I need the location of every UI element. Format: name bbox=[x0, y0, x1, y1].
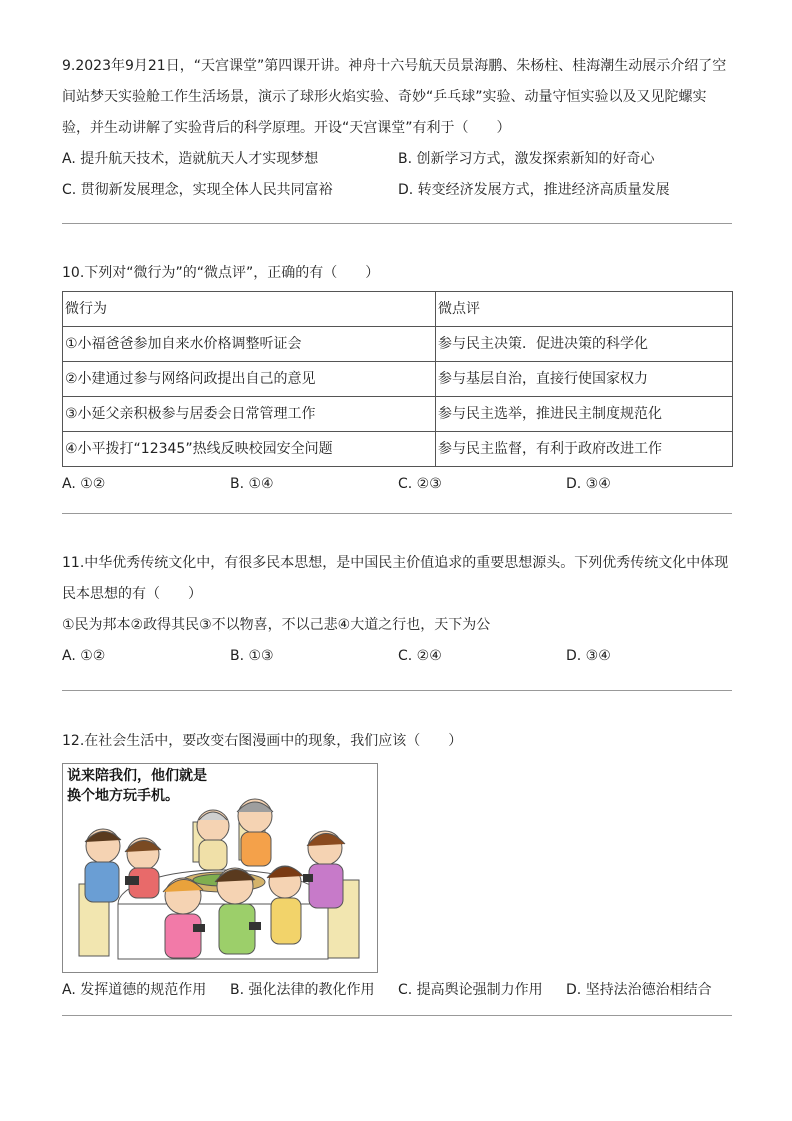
cartoon-caption-line-2: 换个地方玩手机。 bbox=[67, 788, 179, 804]
q10-option-c[interactable]: C. ②③ bbox=[398, 476, 442, 492]
question-10-stem: 10.下列对“微行为”的“微点评”，正确的有（ ） bbox=[62, 265, 380, 281]
cartoon-caption-line-1: 说来陪我们，他们就是 bbox=[67, 768, 207, 784]
q12-option-d[interactable]: D. 坚持法治德治相结合 bbox=[566, 982, 712, 998]
q11-option-b[interactable]: B. ①③ bbox=[230, 648, 274, 664]
question-9 bbox=[62, 51, 734, 206]
q10-option-b[interactable]: B. ①④ bbox=[230, 476, 274, 492]
q10-table bbox=[62, 291, 733, 467]
question-12 bbox=[62, 726, 734, 1006]
q12-option-a[interactable]: A. 发挥道德的规范作用 bbox=[62, 982, 207, 998]
table-header-cell: 微点评 bbox=[436, 292, 733, 327]
q12-option-c[interactable]: C. 提高舆论强制力作用 bbox=[398, 982, 543, 998]
table-row bbox=[63, 397, 733, 432]
q11-statements: ①民为邦本②政得其民③不以物喜，不以己悲④大道之行也，天下为公 bbox=[62, 617, 491, 633]
table-row bbox=[63, 362, 733, 397]
divider bbox=[62, 690, 732, 691]
table-cell: 参与基层自治，直接行使国家权力 bbox=[436, 362, 733, 397]
cartoon-caption bbox=[67, 766, 207, 806]
q11-option-d[interactable]: D. ③④ bbox=[566, 648, 611, 664]
q9-option-b[interactable]: B. 创新学习方式，激发探索新知的好奇心 bbox=[398, 151, 655, 167]
table-header-cell: 微行为 bbox=[63, 292, 436, 327]
q11-option-a[interactable]: A. ①② bbox=[62, 648, 106, 664]
divider bbox=[62, 1015, 732, 1016]
table-row bbox=[63, 432, 733, 467]
table-cell: 参与民主监督，有利于政府改进工作 bbox=[436, 432, 733, 467]
q10-option-a[interactable]: A. ①② bbox=[62, 476, 106, 492]
table-row bbox=[63, 327, 733, 362]
table-cell: ②小建通过参与网络问政提出自己的意见 bbox=[63, 362, 436, 397]
divider bbox=[62, 513, 732, 514]
divider bbox=[62, 223, 732, 224]
table-cell: 参与民主选举，推进民主制度规范化 bbox=[436, 397, 733, 432]
question-12-stem: 12.在社会生活中，要改变右图漫画中的现象，我们应该（ ） bbox=[62, 733, 463, 749]
table-cell: ④小平拨打“12345”热线反映校园安全问题 bbox=[63, 432, 436, 467]
question-9-stem: 9.2023年9月21日，“天宫课堂”第四课开讲。神舟十六号航天员景海鹏、朱杨柱、桂海潮生动展示介绍了空间站梦天实验舱工作生活场景，演示了球形火焰实验、奇妙“乒乓球”实验、动量守恒实验以及又见陀螺实验，并生动讲解了实验背后的科学原理。开设“天宫课堂”有利于（ ） bbox=[62, 58, 727, 136]
q10-option-d[interactable]: D. ③④ bbox=[566, 476, 611, 492]
question-11 bbox=[62, 548, 734, 672]
q9-option-c[interactable]: C. 贯彻新发展理念，实现全体人民共同富裕 bbox=[62, 182, 333, 198]
q9-option-d[interactable]: D. 转变经济发展方式，推进经济高质量发展 bbox=[398, 182, 670, 198]
table-header-row bbox=[63, 292, 733, 327]
q9-option-a[interactable]: A. 提升航天技术，造就航天人才实现梦想 bbox=[62, 151, 319, 167]
q11-option-c[interactable]: C. ②④ bbox=[398, 648, 442, 664]
q12-option-b[interactable]: B. 强化法律的教化作用 bbox=[230, 982, 375, 998]
table-cell: ①小福爸爸参加自来水价格调整听证会 bbox=[63, 327, 436, 362]
table-cell: ③小延父亲积极参与居委会日常管理工作 bbox=[63, 397, 436, 432]
question-10 bbox=[62, 258, 734, 500]
question-11-stem: 11.中华优秀传统文化中，有很多民本思想，是中国民主价值追求的重要思想源头。下列优秀传统文化中体现民本思想的有（ ） bbox=[62, 555, 729, 602]
cartoon-image bbox=[62, 763, 378, 973]
table-cell: 参与民主决策．促进决策的科学化 bbox=[436, 327, 733, 362]
